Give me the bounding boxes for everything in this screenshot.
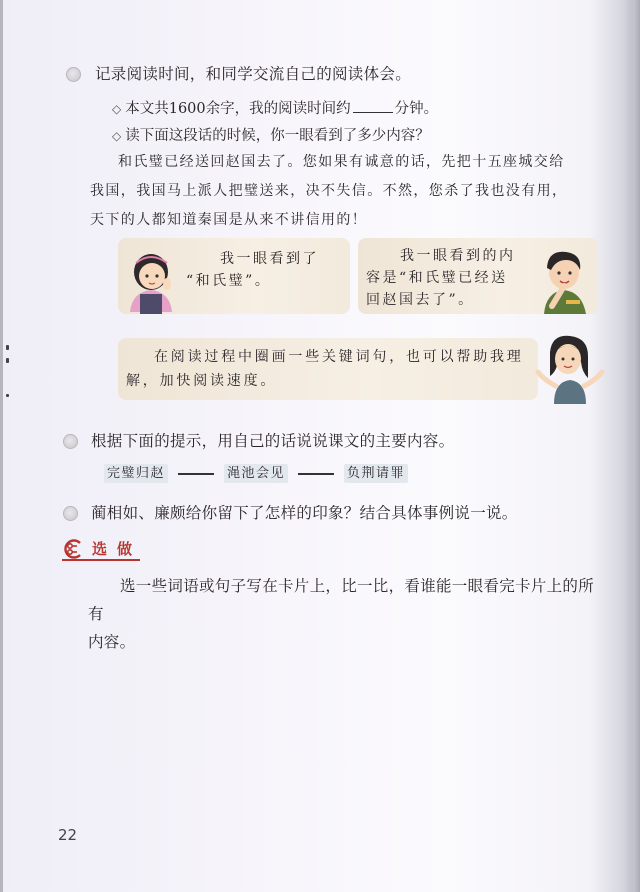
timeline-item: 负荆请罪 xyxy=(344,464,408,483)
optional-body xyxy=(88,572,608,656)
bubble-line: 在阅读过程中圈画一些关键词句，也可以帮助我理 xyxy=(154,349,524,365)
timeline-item: 完璧归赵 xyxy=(104,464,168,483)
bubble-line: “和氏璧”。 xyxy=(186,273,272,289)
bullet-glance xyxy=(112,124,430,145)
question-number-icon xyxy=(63,506,78,521)
passage-line: 和氏璧已经送回赵国去了。您如果有诚意的话，先把十五座城交给 xyxy=(118,154,565,170)
margin-mark xyxy=(6,394,9,397)
page-binding-shadow xyxy=(626,0,640,892)
optional-line: 选一些词语或句子写在卡片上，比一比，看谁能一眼看完卡片上的所有 xyxy=(88,577,595,623)
story-timeline xyxy=(104,462,408,481)
question-3-text: 蔺相如、廉颇给你留下了怎样的印象？结合具体事例说一说。 xyxy=(91,504,518,522)
reading-passage xyxy=(90,148,610,235)
boy-illustration xyxy=(534,246,594,318)
question-2-text: 根据下面的提示，用自己的话说说课文的主要内容。 xyxy=(91,432,455,450)
optional-underline xyxy=(62,559,140,561)
speech-bubble-tip xyxy=(118,338,538,400)
passage-line: 我国，我国马上派人把璧送来，决不失信。不然，您杀了我也没有用， xyxy=(90,183,568,199)
speech-bubble-girl xyxy=(118,238,350,314)
timeline-dash xyxy=(298,473,334,475)
bullet-text: 读下面这段话的时候，你一眼看到了多少内容？ xyxy=(125,128,430,144)
girl-illustration xyxy=(122,248,180,318)
question-number-icon xyxy=(66,67,81,82)
bullet-text: 本文共1600余字，我的阅读时间约 xyxy=(125,101,351,117)
bubble-line: 我一眼看到的内 xyxy=(400,248,516,264)
bubble-line: 解，加快阅读速度。 xyxy=(126,373,278,389)
diamond-bullet-icon: ◇ xyxy=(112,102,122,116)
margin-mark xyxy=(6,358,9,363)
optional-line: 内容。 xyxy=(88,633,136,651)
optional-label: 选做 xyxy=(92,540,143,558)
speech-bubble-boy xyxy=(358,238,598,314)
question-1-text: 记录阅读时间，和同学交流自己的阅读体会。 xyxy=(95,65,412,83)
page-left-edge xyxy=(0,0,3,892)
bubble-line: 容是“和氏璧已经送 xyxy=(366,270,508,286)
optional-activity-icon xyxy=(62,539,84,559)
timeline-dash xyxy=(178,473,214,475)
page-number: 22 xyxy=(58,826,78,844)
fill-blank[interactable] xyxy=(353,100,393,113)
bullet-text-suffix: 分钟。 xyxy=(394,101,439,117)
bubble-line: 我一眼看到了 xyxy=(220,251,319,267)
girl-shrug-illustration xyxy=(534,332,606,408)
diamond-bullet-icon: ◇ xyxy=(112,129,122,143)
margin-mark xyxy=(6,345,9,350)
timeline-item: 渑池会见 xyxy=(224,464,288,483)
bubble-line: 回赵国去了”。 xyxy=(366,292,475,308)
question-number-icon xyxy=(63,434,78,449)
bullet-reading-time xyxy=(112,97,438,118)
passage-line: 天下的人都知道秦国是从来不讲信用的！ xyxy=(90,212,368,228)
